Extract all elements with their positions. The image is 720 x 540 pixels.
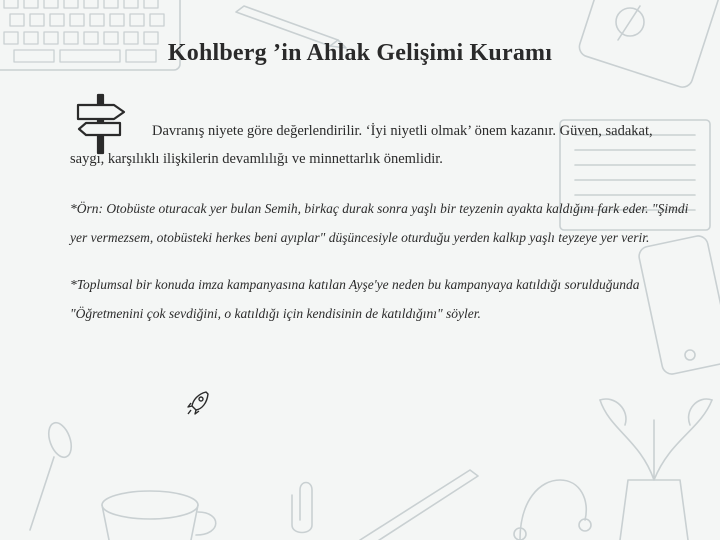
cup-icon xyxy=(102,491,216,540)
slide-title: Kohlberg ’in Ahlak Gelişimi Kuramı xyxy=(167,40,553,66)
rocket-icon xyxy=(186,390,210,416)
main-paragraph: Davranış niyete göre değerlendirilir. ‘İyi niyetli olmak’ önem kazanır. Güven, sadakat, saygı, karşılıklı ilişkilerin devamlılığı ve minnettarlık önemlidir. xyxy=(70,123,653,167)
paperclip-icon xyxy=(292,483,312,533)
example-paragraph-1: *Örn: Otobüste oturacak yer bulan Semih, birkaç durak sonra yaşlı bir teyzenin ayakta kaldığını fark eder. "Şimdi yer vermezsem, otobüsteki herkes beni ayıplar" düşüncesiyle oturduğu yerden kalkıp yaşlı teyzeye yer verir. xyxy=(70,201,689,245)
pen-icon xyxy=(360,470,478,540)
plant-icon xyxy=(600,399,712,540)
spoon-icon xyxy=(30,420,76,530)
earphones-icon xyxy=(514,480,591,540)
example-paragraph-2: *Toplumsal bir konuda imza kampanyasına katılan Ayşe'ye neden bu kampanyaya katıldığı sorulduğunda "Öğretmenini çok sevdiğini, o katıldığı için kendisinin de katıldığını" söyler. xyxy=(70,277,640,321)
slide-content xyxy=(70,117,690,328)
